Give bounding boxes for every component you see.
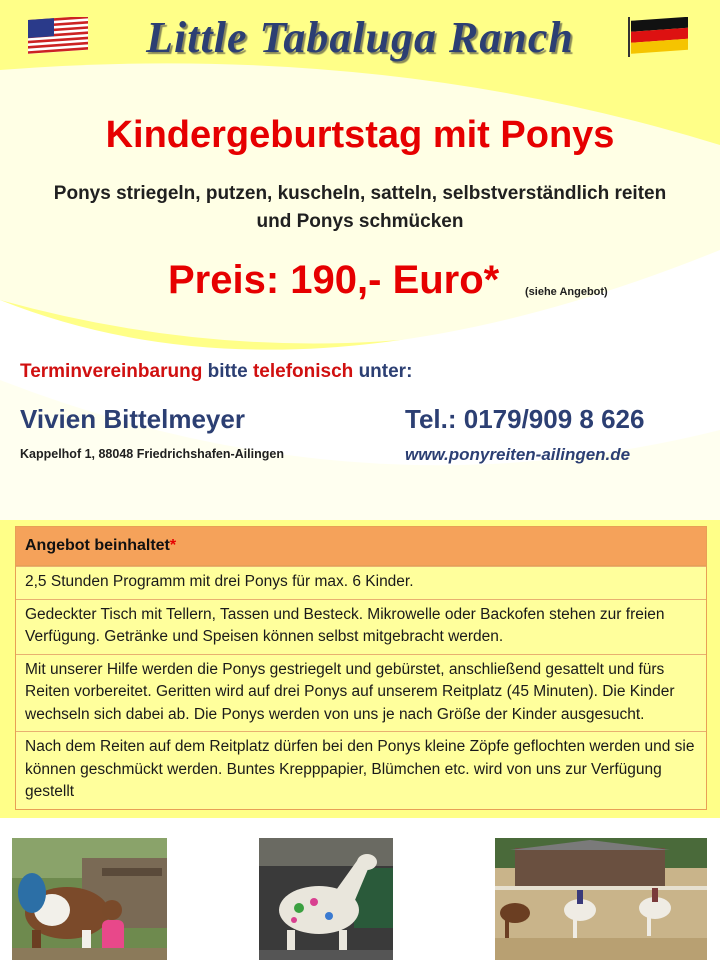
offer-asterisk: * xyxy=(169,537,177,554)
appointment-part-3: telefonisch xyxy=(252,361,354,382)
appointment-part-4: unter: xyxy=(353,361,413,382)
event-description-text: Ponys striegeln, putzen, kuscheln, satteln, selbstverständlich reiten und Ponys schmücken xyxy=(53,183,667,232)
event-headline: Kindergeburtstag mit Ponys xyxy=(105,114,615,156)
website-link[interactable]: www.ponyreiten-ailingen.de xyxy=(405,445,631,464)
offer-heading: Angebot beinhaltet xyxy=(25,537,170,554)
contact-address: Kappelhof 1, 88048 Friedrichshafen-Ailingen xyxy=(20,447,284,461)
offer-row: Mit unserer Hilfe werden die Ponys gestriegelt und gebürstet, anschließend gesattelt und fürs Reiten vorbereitet. Geritten wird auf drei Ponys auf unserem Reitplatz (45 Minuten). Die Kinder wechseln sich dabei ab. Die Ponys werden von uns je nach Größe der Kinder ausgesucht. xyxy=(16,654,706,732)
photo-child-grooming-pony xyxy=(12,838,167,960)
offer-table xyxy=(15,526,707,810)
offer-row: Nach dem Reiten auf dem Reitplatz dürfen bei den Ponys kleine Zöpfe geflochten werden und sie können geschmückt werden. Buntes Krepppapier, Blümchen etc. wird von uns zur Verfügung gestellt xyxy=(16,731,706,809)
appointment-part-1: Terminvereinbarung xyxy=(20,361,203,382)
price: Preis: 190,- Euro* xyxy=(168,258,500,302)
contact-phone[interactable]: Tel.: 0179/909 8 626 xyxy=(405,404,645,434)
ranch-title: Little Tabaluga Ranch xyxy=(146,13,574,62)
offer-row: Gedeckter Tisch mit Tellern, Tassen und Besteck. Mikrowelle oder Backofen stehen zur freien Verfügung. Getränke und Speisen können selbst mitgebracht werden. xyxy=(16,599,706,654)
photo-painted-pony xyxy=(259,838,393,960)
event-description xyxy=(0,180,720,236)
appointment-line xyxy=(20,361,412,383)
offer-table-header xyxy=(16,527,706,566)
contact-name: Vivien Bittelmeyer xyxy=(20,404,245,434)
photo-riding-arena xyxy=(495,838,707,960)
appointment-part-2: bitte xyxy=(202,361,253,382)
price-note: (siehe Angebot) xyxy=(525,286,608,298)
offer-row: 2,5 Stunden Programm mit drei Ponys für max. 6 Kinder. xyxy=(16,566,706,599)
